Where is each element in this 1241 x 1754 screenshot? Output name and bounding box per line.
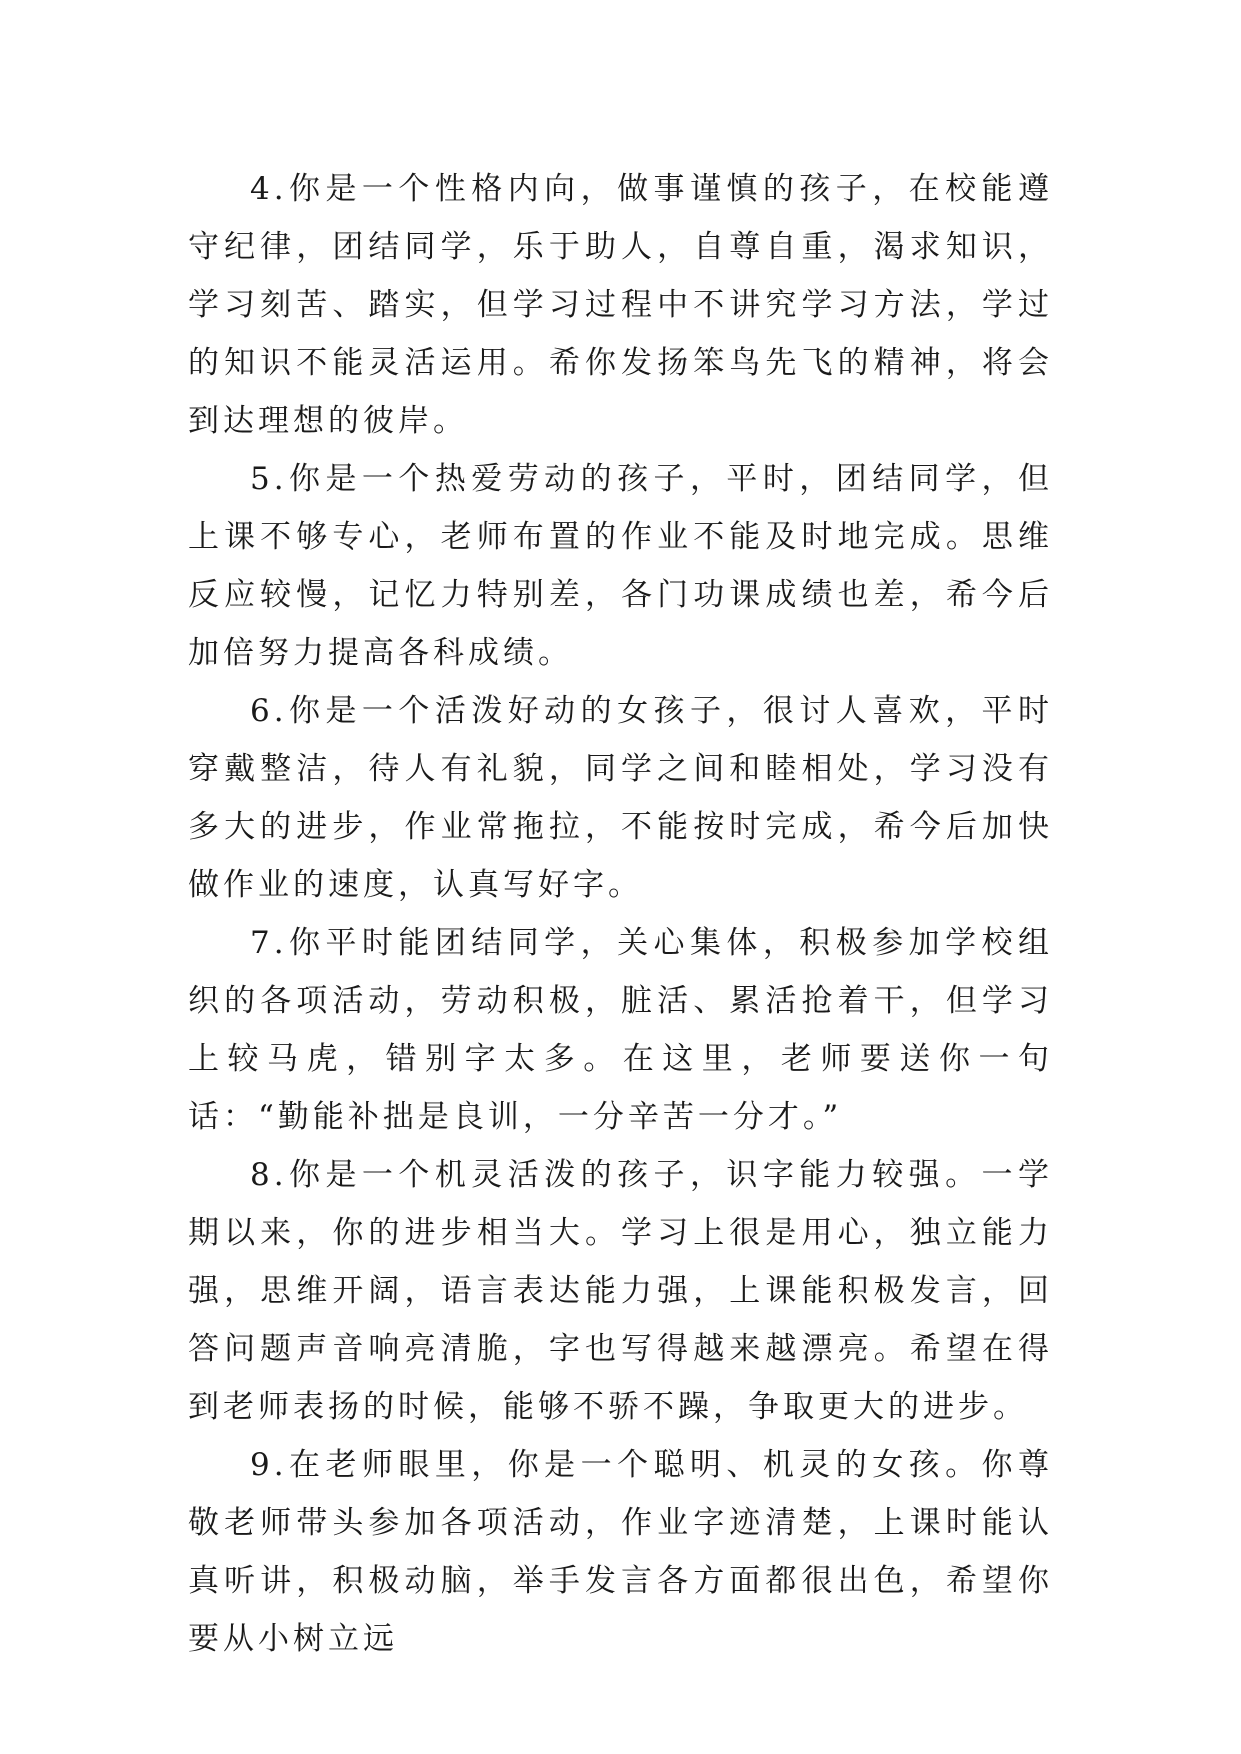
paragraph-5: 5.你是一个热爱劳动的孩子，平时，团结同学，但上课不够专心，老师布置的作业不能及时地完成。思维反应较慢，记忆力特别差，各门功课成绩也差，希今后加倍努力提高各科成绩。 [188, 461, 1053, 671]
paragraph-4: 4.你是一个性格内向，做事谨慎的孩子，在校能遵守纪律，团结同学，乐于助人，自尊自重，渴求知识，学习刻苦、踏实，但学习过程中不讲究学习方法，学过的知识不能灵活运用。希你发扬笨鸟先飞的精神，将会到达理想的彼岸。 [188, 171, 1053, 439]
paragraph-7: 7.你平时能团结同学，关心集体，积极参加学校组织的各项活动，劳动积极，脏活、累活抢着干，但学习上较马虎，错别字太多。在这里，老师要送你一句话：“勤能补拙是良训，一分辛苦一分才。” [188, 925, 1053, 1135]
paragraph-6: 6.你是一个活泼好动的女孩子，很讨人喜欢，平时穿戴整洁，待人有礼貌，同学之间和睦相处，学习没有多大的进步，作业常拖拉，不能按时完成，希今后加快做作业的速度，认真写好字。 [188, 693, 1053, 903]
document-body [188, 160, 1053, 1668]
paragraph-9: 9.在老师眼里，你是一个聪明、机灵的女孩。你尊敬老师带头参加各项活动，作业字迹清楚，上课时能认真听讲，积极动脑，举手发言各方面都很出色，希望你要从小树立远 [188, 1447, 1053, 1657]
paragraph-8: 8.你是一个机灵活泼的孩子，识字能力较强。一学期以来，你的进步相当大。学习上很是用心，独立能力强，思维开阔，语言表达能力强，上课能积极发言，回答问题声音响亮清脆，字也写得越来越漂亮。希望在得到老师表扬的时候，能够不骄不躁，争取更大的进步。 [188, 1157, 1053, 1425]
